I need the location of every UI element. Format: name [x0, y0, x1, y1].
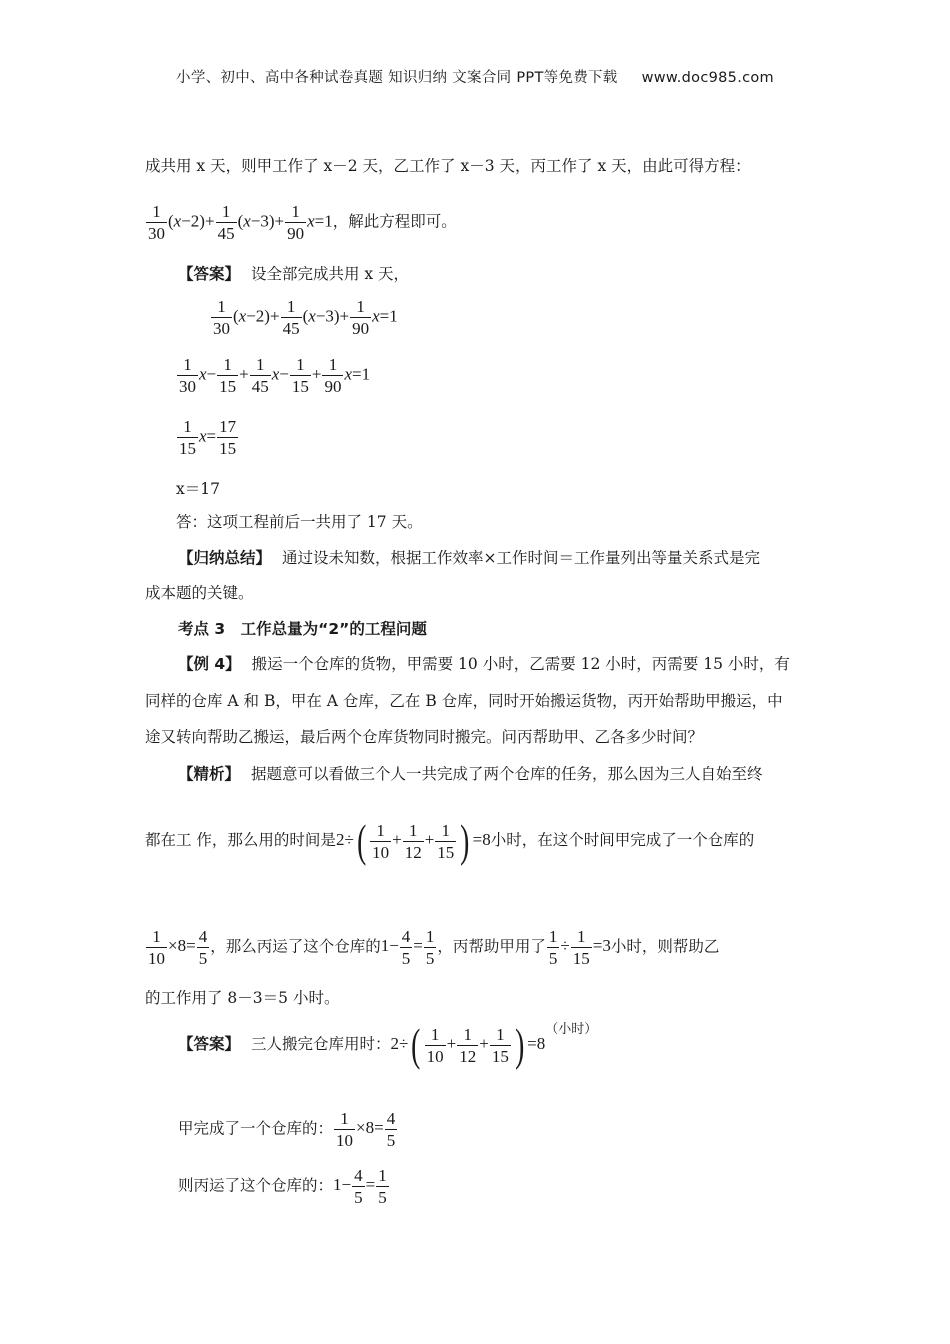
analysis-line-1 [178, 762, 762, 786]
analysis-line-3: $\frac{1}{10}$ ×8= $\frac{4}{5}$ ，那么丙运了这个仓库的1− $\frac{4}{5}$ = $\frac{1}{5}$ ，丙帮助甲用了 $\frac{1}{5}$ ÷ $\frac{1}{15}$ =3小时，则帮助乙 [148, 927, 720, 968]
analysis-text-3b: ，丙帮助甲用了 [437, 937, 546, 956]
answer-2-jia-label: 甲完成了一个仓库的： [178, 1119, 334, 1138]
summary-text-1: 通过设未知数，根据工作效率×工作时间＝工作量列出等量关系式是完 [281, 549, 760, 567]
example-4-text-1: 搬运一个仓库的货物，甲需要 10 小时，乙需要 12 小时，丙需要 15 小时，有 [251, 655, 790, 673]
answer-2-jia: 甲完成了一个仓库的： $\frac{1}{10}$ ×8= $\frac{4}{5}$ [178, 1109, 396, 1150]
example-4-line-3: 途又转向帮助乙搬运，最后两个仓库货物同时搬完。问丙帮助甲、乙各多少时间？ [145, 728, 704, 746]
answer-2-line: 【答案】 三人搬完仓库用时：2÷( $\frac{1}{10}$ + $\frac{1}{12}$ + $\frac{1}{15}$ ) $=8^{(小时)}$ [178, 1019, 598, 1070]
analysis-text-1: 据题意可以看做三个人一共完成了两个仓库的任务，那么因为三人自始至终 [250, 765, 763, 783]
analysis-tag: 【精析】 [178, 765, 241, 783]
answer-1-conclusion: 答：这项工程前后一共用了 17 天。 [176, 513, 423, 531]
analysis-line-2: 都在工 作，那么用的时间是2÷( $\frac{1}{10}$ + $\frac{1}{12}$ + $\frac{1}{15}$ ) =8小时，在这个时间甲完成了一个仓库的 [145, 815, 755, 866]
answer-2-bing-label: 则丙运了这个仓库的： [178, 1176, 334, 1195]
page-header [0, 66, 950, 87]
intro-paragraph: 成共用 x 天，则甲工作了 x－2 天，乙工作了 x－3 天，丙工作了 x 天，由此可得方程： [145, 157, 751, 175]
answer-1-eq-c: $\frac{1}{15}$ x= $\frac{17}{15}$ [179, 417, 237, 458]
answer-2-bing: 则丙运了这个仓库的：1− $\frac{4}{5}$ = $\frac{1}{5}$ [178, 1166, 387, 1207]
answer-1-x: x＝17 [176, 480, 220, 498]
section-heading: 考点 3 工作总量为“2”的工程问题 [178, 620, 427, 638]
answer-2-tag: 【答案】 [178, 1034, 241, 1053]
answer-1-intro: 设全部完成共用 x 天， [250, 265, 410, 283]
answer-2-intro: 三人搬完仓库用时： [250, 1034, 391, 1053]
analysis-text-2a: 都在工 作，那么用的时间是 [145, 830, 336, 849]
analysis-line-4: 的工作用了 8－3＝5 小时。 [145, 989, 340, 1007]
equation-1: $\frac{1}{30}$ (x−2)+ $\frac{1}{45}$ (x−3)+ $\frac{1}{90}$ x=1，解此方程即可。 [148, 202, 457, 243]
header-url[interactable]: www.doc985.com [641, 70, 774, 86]
analysis-text-3a: ，那么丙运了这个仓库的 [210, 937, 381, 956]
summary-line-2: 成本题的关键。 [145, 584, 254, 602]
answer-1-eq-a: $\frac{1}{30}$ (x−2)+ $\frac{1}{45}$ (x−3)+ $\frac{1}{90}$ x=1 [213, 297, 398, 338]
summary-tag: 【归纳总结】 [178, 549, 272, 567]
analysis-text-3c: 小时，则帮助乙 [610, 937, 720, 956]
answer-1-line [178, 262, 409, 286]
header-text: 小学、初中、高中各种试卷真题 知识归纳 文案合同 PPT等免费下载 [176, 70, 618, 86]
equation-1-tail: ，解此方程即可。 [332, 212, 457, 231]
answer-1-tag: 【答案】 [178, 265, 241, 283]
example-4-line-2: 同样的仓库 A 和 B，甲在 A 仓库，乙在 B 仓库，同时开始搬运货物，丙开始帮助甲搬运，中 [145, 692, 783, 710]
answer-2-unit: （小时） [545, 1022, 598, 1037]
analysis-text-2b: 小时，在这个时间甲完成了一个仓库的 [490, 830, 755, 849]
answer-1-eq-b: $\frac{1}{30}$ x− $\frac{1}{15}$ + $\frac{1}{45}$ x− $\frac{1}{15}$ + $\frac{1}{90}$ x=1 [179, 355, 371, 396]
example-4-tag: 【例 4】 [178, 655, 241, 673]
example-4-line-1 [178, 652, 790, 676]
summary-line-1 [178, 546, 760, 570]
